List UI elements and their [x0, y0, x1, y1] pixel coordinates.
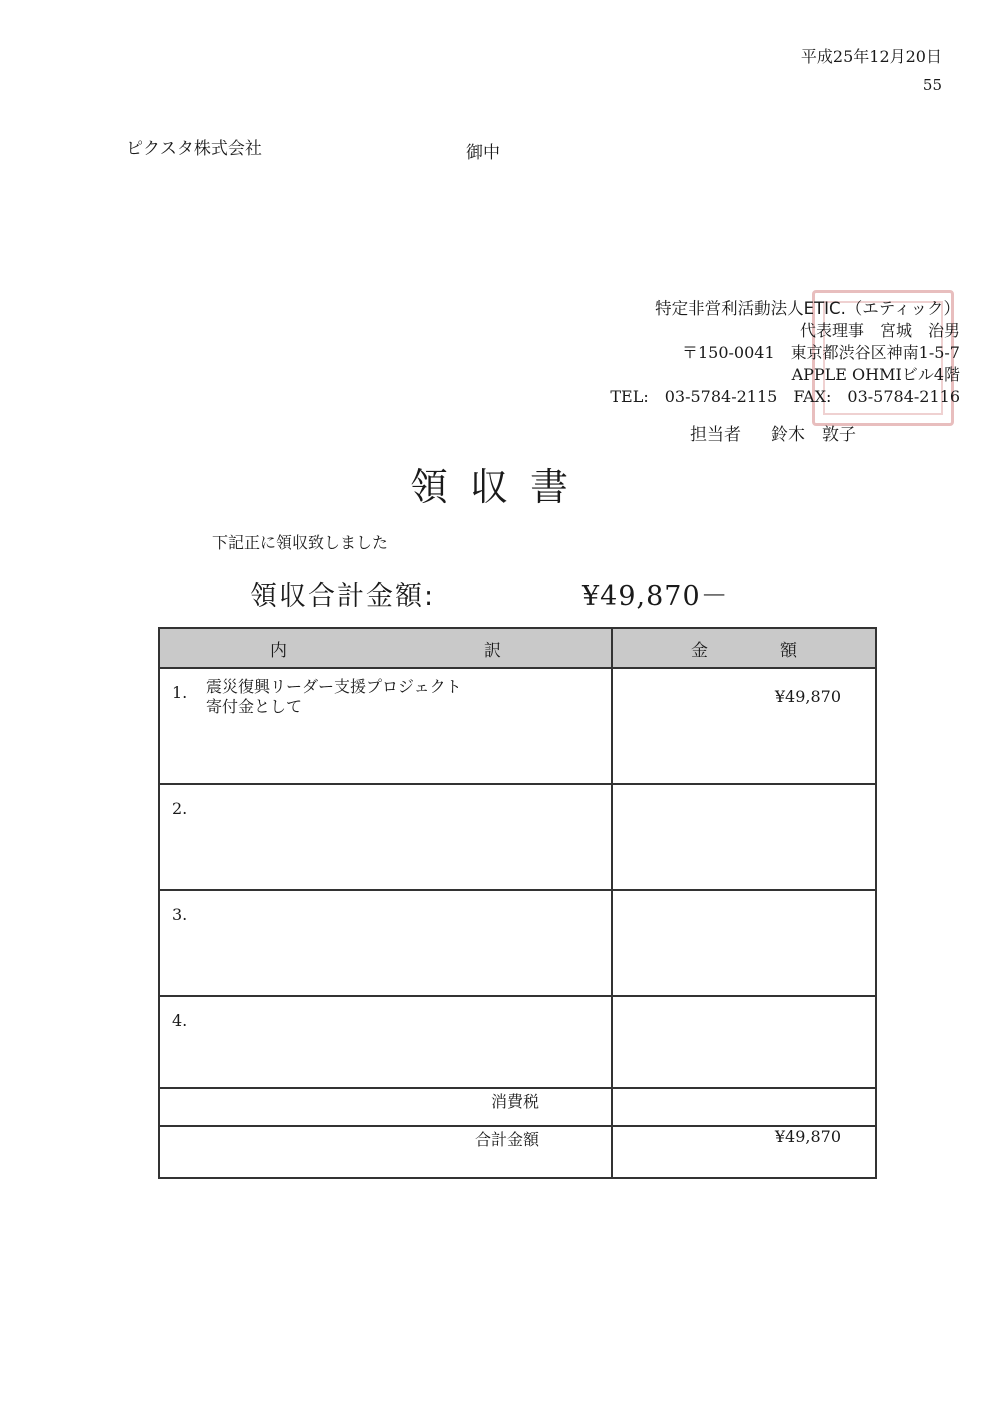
item-description-cell [159, 784, 612, 890]
issuer-representative: 代表理事 宮城 治男 [799, 321, 960, 340]
total-amount-label: 領収合計金額: [250, 581, 436, 612]
header-description-char-2: 訳 [484, 640, 501, 661]
sum-row [159, 1126, 876, 1178]
recipient-honorific: 御中 [466, 143, 500, 163]
issuer-block [610, 298, 960, 408]
issuer-organization: 特定非営利活動法人ETIC.（エティック） [655, 299, 960, 318]
issuer-contact: TEL: 03-5784-2115 FAX: 03-5784-2116 [610, 387, 960, 406]
header-description [159, 628, 612, 668]
item-number: 4. [172, 1011, 188, 1030]
table-row [159, 784, 876, 890]
item-number: 1. [172, 683, 188, 702]
staff-line [690, 420, 856, 445]
item-amount [612, 996, 876, 1088]
item-number: 2. [172, 799, 188, 818]
receipt-items-table [158, 627, 877, 1179]
tax-row [159, 1088, 876, 1126]
header-amount-char-1: 金 [691, 640, 708, 661]
item-description-cell [159, 668, 612, 784]
item-number: 3. [172, 905, 188, 924]
item-description-cell [159, 996, 612, 1088]
item-description-line2: 寄付金として [206, 697, 303, 716]
issue-date: 平成25年12月20日 [800, 47, 942, 66]
staff-name: 鈴木 敦子 [771, 425, 856, 445]
header-amount-char-2: 額 [780, 640, 797, 661]
item-description-line1: 震災復興リーダー支援プロジェクト [206, 677, 462, 696]
header-description-char-1: 内 [270, 640, 287, 661]
item-amount [612, 890, 876, 996]
document-number: 55 [922, 76, 942, 94]
recipient-name: ピクスタ株式会社 [126, 139, 262, 159]
table-row [159, 890, 876, 996]
total-amount-value: ¥49,870－ [582, 581, 729, 612]
table-row [159, 668, 876, 784]
item-amount: ¥49,870 [612, 668, 876, 784]
sum-amount: ¥49,870 [612, 1126, 876, 1178]
table-row [159, 996, 876, 1088]
receipt-statement: 下記正に領収致しました [212, 533, 389, 552]
sum-label: 合計金額 [159, 1126, 612, 1178]
header-amount [612, 628, 876, 668]
document-title: 領収書 [409, 465, 590, 509]
issuer-building: APPLE OHMIビル4階 [791, 365, 960, 384]
table-header-row [159, 628, 876, 668]
tax-label: 消費税 [159, 1088, 612, 1126]
item-description-cell [159, 890, 612, 996]
staff-label: 担当者 [690, 425, 741, 445]
tax-amount [612, 1088, 876, 1126]
issuer-address: 〒150-0041 東京都渋谷区神南1-5-7 [681, 343, 960, 362]
item-amount [612, 784, 876, 890]
